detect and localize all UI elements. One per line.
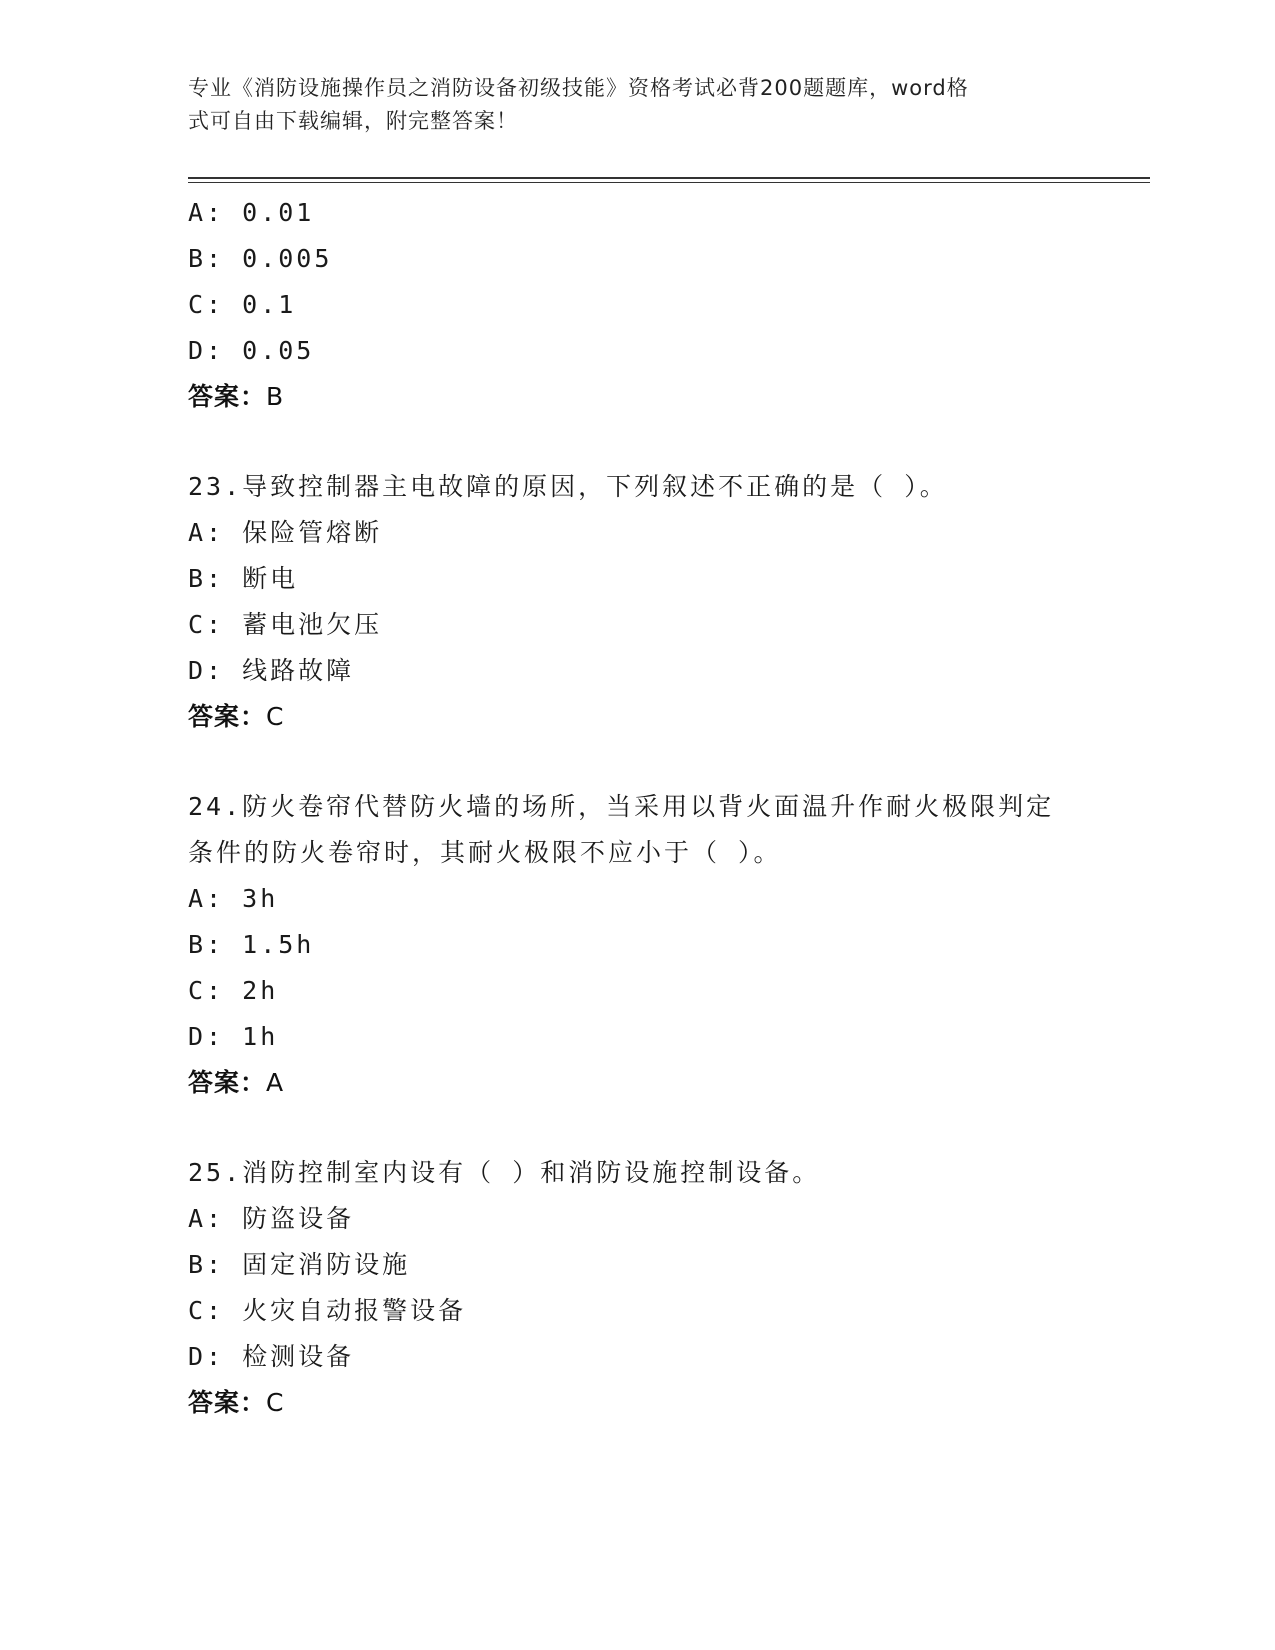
- option-d: D: 线路故障: [188, 656, 355, 685]
- question-stem: 25.消防控制室内设有（ ）和消防设施控制设备。: [188, 1158, 821, 1187]
- answer-label: 答案：: [188, 1068, 267, 1097]
- question-25: [188, 1150, 1088, 1426]
- question-stem-line-1: 24.防火卷帘代替防火墙的场所，当采用以背火面温升作耐火极限判定: [188, 792, 1055, 821]
- answer-value: A: [266, 1068, 285, 1097]
- answer: [188, 694, 1088, 740]
- option-b: B: 固定消防设施: [188, 1250, 411, 1279]
- answer-value: B: [266, 382, 285, 411]
- answer: [188, 374, 1088, 420]
- option-d: D: 检测设备: [188, 1342, 355, 1371]
- question-list: [188, 190, 1088, 1426]
- header-line-2: 式可自由下载编辑，附完整答案！: [188, 109, 518, 133]
- option-c: C: 0.1: [188, 290, 297, 319]
- answer-value: C: [266, 702, 285, 731]
- question-stem-line-2: 条件的防火卷帘时，其耐火极限不应小于（ ）。: [188, 838, 782, 867]
- answer-label: 答案：: [188, 1388, 267, 1417]
- option-b: B: 断电: [188, 564, 299, 593]
- option-a: A: 保险管熔断: [188, 518, 383, 547]
- option-b: B: 1.5h: [188, 930, 315, 959]
- answer: [188, 1380, 1088, 1426]
- option-b: B: 0.005: [188, 244, 333, 273]
- option-a: A: 防盗设备: [188, 1204, 355, 1233]
- question-23: [188, 464, 1088, 740]
- header-line-1: 专业《消防设施操作员之消防设备初级技能》资格考试必背200题题库，word格: [188, 76, 969, 100]
- option-c: C: 2h: [188, 976, 279, 1005]
- header-divider: [188, 177, 1150, 183]
- answer-label: 答案：: [188, 702, 267, 731]
- option-c: C: 火灾自动报警设备: [188, 1296, 467, 1325]
- option-c: C: 蓄电池欠压: [188, 610, 383, 639]
- question-22: [188, 190, 1088, 420]
- option-a: A: 0.01: [188, 198, 315, 227]
- answer-value: C: [266, 1388, 285, 1417]
- answer-label: 答案：: [188, 382, 267, 411]
- option-d: D: 0.05: [188, 336, 315, 365]
- option-a: A: 3h: [188, 884, 279, 913]
- document-header: [188, 72, 1078, 138]
- option-d: D: 1h: [188, 1022, 279, 1051]
- question-stem: 23.导致控制器主电故障的原因，下列叙述不正确的是（ ）。: [188, 472, 948, 501]
- question-24: [188, 784, 1088, 1106]
- answer: [188, 1060, 1088, 1106]
